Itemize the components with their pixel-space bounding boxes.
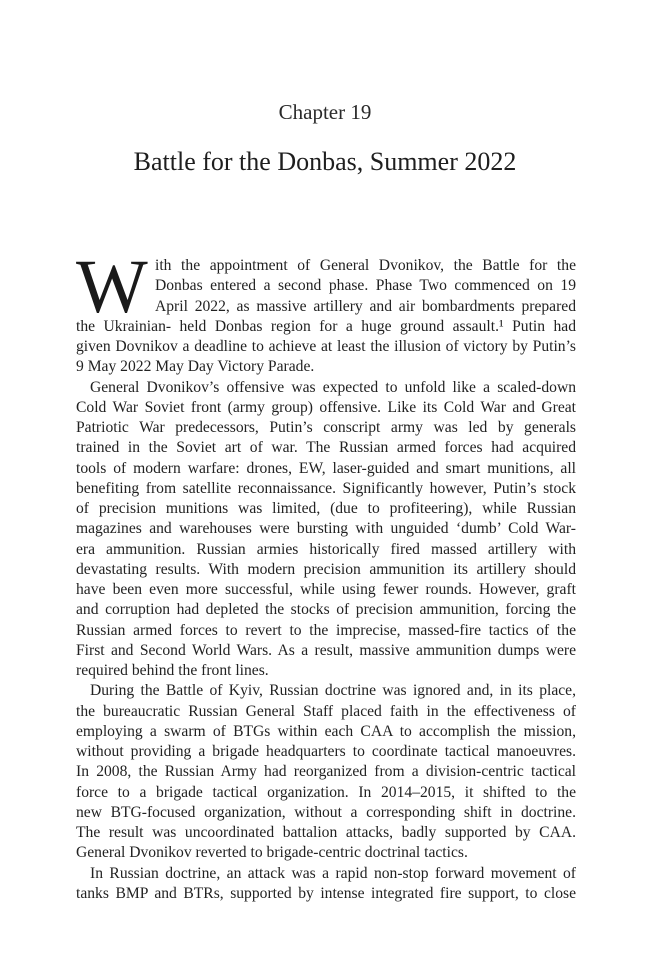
paragraph-1 bbox=[76, 245, 576, 378]
text-line: devastating results. With modern precision ammunition its artillery should bbox=[76, 560, 576, 578]
text-line: the bureaucratic Russian General Staff placed faith in the effectiveness of bbox=[76, 702, 576, 720]
text-line: General Dvonikov’s offensive was expected to unfold like a scaled-down bbox=[90, 378, 576, 396]
text-line: In 2008, the Russian Army had reorganized from a division-centric tactical bbox=[76, 763, 576, 781]
text-line: and corruption had depleted the stocks of precision ammunition, forcing the bbox=[76, 601, 576, 619]
text-line: First and Second World Wars. As a result, massive ammunition dumps were bbox=[76, 641, 576, 659]
drop-cap-letter: W bbox=[76, 245, 148, 329]
text-line: without providing a brigade headquarters to coordinate tactical manoeuvres. bbox=[76, 743, 576, 760]
chapter-number: Chapter 19 bbox=[278, 100, 372, 124]
text-line: new BTG-focused organization, without a corresponding shift in doctrine. bbox=[76, 803, 576, 821]
text-line: ith the appointment of General Dvonikov, the Battle for the bbox=[155, 257, 576, 274]
text-line: era ammunition. Russian armies historically fired massed artillery with bbox=[76, 540, 576, 558]
body-text bbox=[76, 245, 576, 904]
text-line: required behind the front lines. bbox=[76, 662, 269, 679]
text-line: 9 May 2022 May Day Victory Parade. bbox=[76, 358, 315, 376]
text-line: Donbas entered a second phase. Phase Two commenced on 19 bbox=[155, 277, 576, 295]
paragraph-3 bbox=[76, 681, 576, 863]
text-line: Russian armed forces to revert to the imprecise, massed-fire tactics of the bbox=[76, 621, 576, 639]
text-line: The result was uncoordinated battalion attacks, badly supported by CAA. bbox=[76, 824, 576, 841]
chapter-title: Battle for the Donbas, Summer 2022 bbox=[133, 147, 517, 176]
text-line: have been even more successful, while using fewer rounds. However, graft bbox=[76, 581, 576, 598]
text-line: the Ukrainian- held Donbas region for a huge ground assault.¹ Putin had bbox=[76, 317, 576, 335]
text-line: employing a swarm of BTGs within each CAA to accomplish the mission, bbox=[76, 722, 576, 740]
text-line: Cold War Soviet front (army group) offensive. Like its Cold War and Great bbox=[76, 398, 576, 416]
text-line: tools of modern warfare: drones, EW, laser-guided and smart munitions, all bbox=[76, 459, 576, 477]
text-line: benefiting from satellite reconnaissance. Significantly however, Putin’s stock bbox=[76, 479, 576, 497]
text-line: In Russian doctrine, an attack was a rapid non-stop forward movement of bbox=[90, 864, 576, 882]
paragraph-2 bbox=[76, 378, 576, 682]
text-line: April 2022, as massive artillery and air bombardments prepared bbox=[155, 297, 576, 315]
text-line: During the Battle of Kyiv, Russian doctrine was ignored and, in its place, bbox=[90, 682, 576, 700]
text-line: magazines and warehouses were bursting with unguided ‘dumb’ Cold War- bbox=[76, 520, 576, 538]
text-line: tanks BMP and BTRs, supported by intense integrated fire support, to close bbox=[76, 884, 576, 902]
text-line: given Dovnikov a deadline to achieve at least the illusion of victory by Putin’s bbox=[76, 338, 576, 355]
text-line: force to a brigade tactical organization. In 2014–2015, it shifted to the bbox=[76, 783, 576, 801]
paragraph-4 bbox=[76, 864, 576, 905]
text-line: General Dvonikov reverted to brigade-centric doctrinal tactics. bbox=[76, 844, 468, 862]
text-line: of precision munitions was limited, (due to profiteering), while Russian bbox=[76, 500, 576, 517]
text-line: Patriotic War predecessors, Putin’s conscript army was led by generals bbox=[76, 419, 576, 436]
text-line: trained in the Soviet art of war. The Russian armed forces had acquired bbox=[76, 439, 576, 457]
